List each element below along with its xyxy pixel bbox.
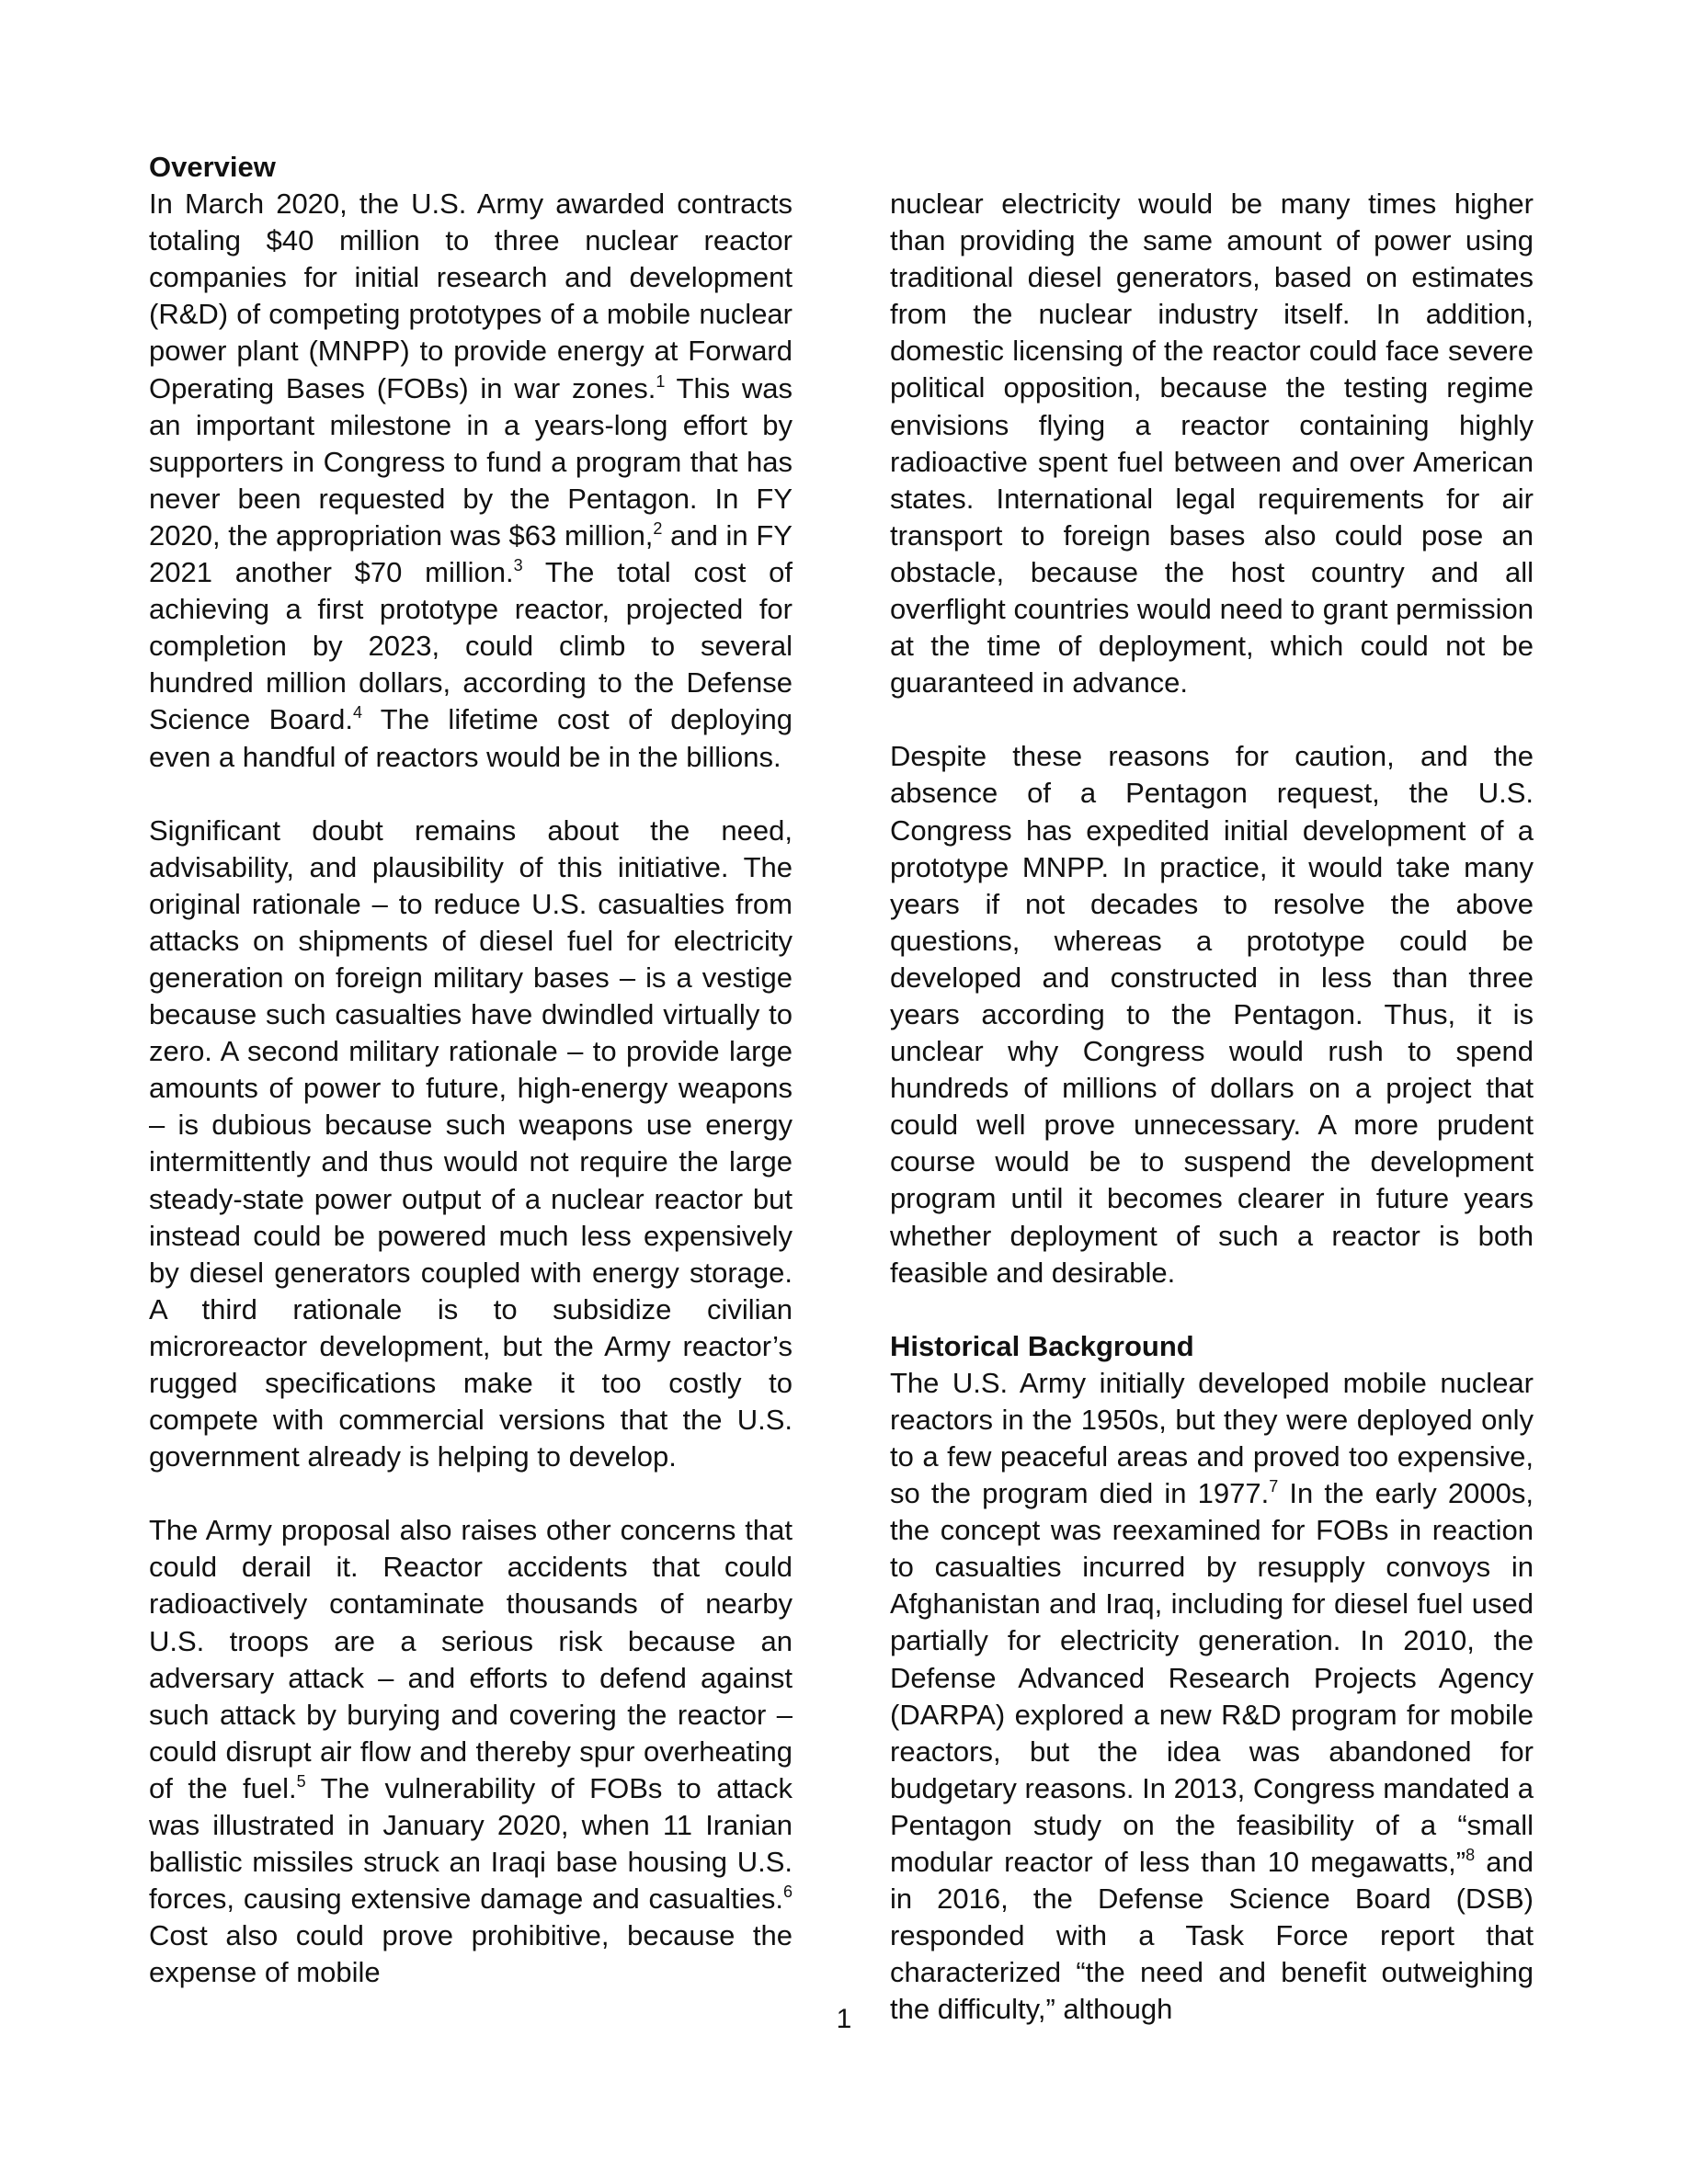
paragraph-overview-3: [149, 1512, 793, 1991]
footnote-ref-4: 4: [352, 703, 362, 722]
paragraph-overview-2: Significant doubt remains about the need, advisability, and plausibility of this initiative. The original rationale – to reduce U.S. casualties from attacks on shipments of diesel fuel for electricity generation on foreign military bases – is a vestige because such casualties have dwindled virtually to zero. A second military rationale – to provide large amounts of power to future, high-energy weapons – is dubious because such weapons use energy intermittently and thus would not require the large steady-state power output of a nuclear reactor but instead could be powered much less expensively by diesel generators coupled with energy storage. A third rationale is to subsidize civilian microreactor development, but the Army reactor’s rugged specifications make it too costly to compete with commercial versions that the U.S. government already is helping to develop.: [149, 813, 793, 1473]
paragraph-overview-1: [149, 186, 793, 776]
paragraph-continued: nuclear electricity would be many times higher than providing the same amount of power using traditional diesel generators, based on estimates from the nuclear industry itself. In addition, domestic licensing of the reactor could face severe political opposition, because the testing regime envisions flying a reactor containing highly radioactive spent fuel between and over American states. International legal requirements for air transport to foreign bases also could pose an obstacle, because the host country and all overflight countries would need to grant permission at the time of deployment, which could not be guaranteed in advance.: [890, 188, 1534, 700]
paragraph-text: and in 2016, the Defense Science Board (DSB) responded with a Task Force report that characterized “the need and benefit outweighing the difficulty,” although: [890, 1846, 1534, 2026]
paragraph-text: The U.S. Army initially developed mobile nuclear reactors in the 1950s, but they were deployed only to a few peaceful areas and proved too expensive, so the program died in 1977.: [890, 1366, 1534, 1510]
footnote-ref-2: 2: [653, 518, 663, 538]
left-column: [149, 149, 793, 1992]
section-heading-overview: Overview: [149, 151, 276, 183]
footnote-ref-3: 3: [513, 556, 523, 575]
paragraph-historical-1: [890, 1365, 1534, 2029]
footnote-ref-7: 7: [1269, 1477, 1279, 1496]
footnote-ref-5: 5: [296, 1771, 306, 1791]
paragraph-text: This was an important milestone in a years-long effort by supporters in Congress to fund a program that has never been requested by the Pentagon. In FY 2020, the appropriation was $63 million,: [149, 371, 793, 552]
paragraph-caution: Despite these reasons for caution, and the absence of a Pentagon request, the U.S. Congress has expedited initial development of a prototype MNPP. In practice, it would take many years if not decades to resolve the above questions, whereas a prototype could be developed and constructed in less than three years according to the Pentagon. Thus, it is unclear why Congress would rush to spend hundreds of millions of dollars on a project that could well prove unnecessary. A more prudent course would be to suspend the development program until it becomes clearer in future years whether deployment of such a reactor is both feasible and desirable.: [890, 740, 1534, 1289]
right-column: [890, 186, 1534, 2029]
footnote-ref-1: 1: [656, 371, 666, 391]
paragraph-text: The Army proposal also raises other concerns that could derail it. Reactor accidents that could radioactively contaminate thousands of nearby U.S. troops are a serious risk because an adversary attack – and efforts to defend against such attack by burying and covering the reactor – could disrupt air flow and thereby spur overheating of the fuel.: [149, 1514, 793, 1804]
paragraph-text: Cost also could prove prohibitive, because the expense of mobile: [149, 1919, 793, 1989]
paragraph-text: The lifetime cost of deploying even a handful of reactors would be in the billions.: [149, 703, 793, 773]
section-heading-historical-background: Historical Background: [890, 1329, 1194, 1362]
page-number: 1: [836, 2004, 852, 2034]
paragraph-text: In the early 2000s, the concept was reexamined for FOBs in reaction to casualties incurred by resupply convoys in Afghanistan and Iraq, including for diesel fuel used partially for electricity generation. In 2010, the Defense Advanced Research Projects Agency (DARPA) explored a new R&D program for mobile reactors, but the idea was abandoned for budgetary reasons. In 2013, Congress mandated a Pentagon study on the feasibility of a “small modular reactor of less than 10 megawatts,”: [890, 1477, 1534, 1879]
footnote-ref-6: 6: [782, 1883, 793, 1902]
paragraph-text: In March 2020, the U.S. Army awarded contracts totaling $40 million to three nuclear reactor companies for initial research and development (R&D) of competing prototypes of a mobile nuclear power plant (MNPP) to provide energy at Forward Operating Bases (FOBs) in war zones.: [149, 188, 793, 404]
paragraph-text: The vulnerability of FOBs to attack was illustrated in January 2020, when 11 Iranian ballistic missiles struck an Iraqi base housing U.S. forces, causing extensive damage and casualties.: [149, 1771, 793, 1916]
paragraph-text: The total cost of achieving a first prototype reactor, projected for completion by 2023, could climb to several hundred million dollars, according to the Defense Science Board.: [149, 556, 793, 736]
paragraph-text: and in FY 2021 another $70 million.: [149, 518, 793, 589]
footnote-ref-8: 8: [1466, 1846, 1476, 1865]
